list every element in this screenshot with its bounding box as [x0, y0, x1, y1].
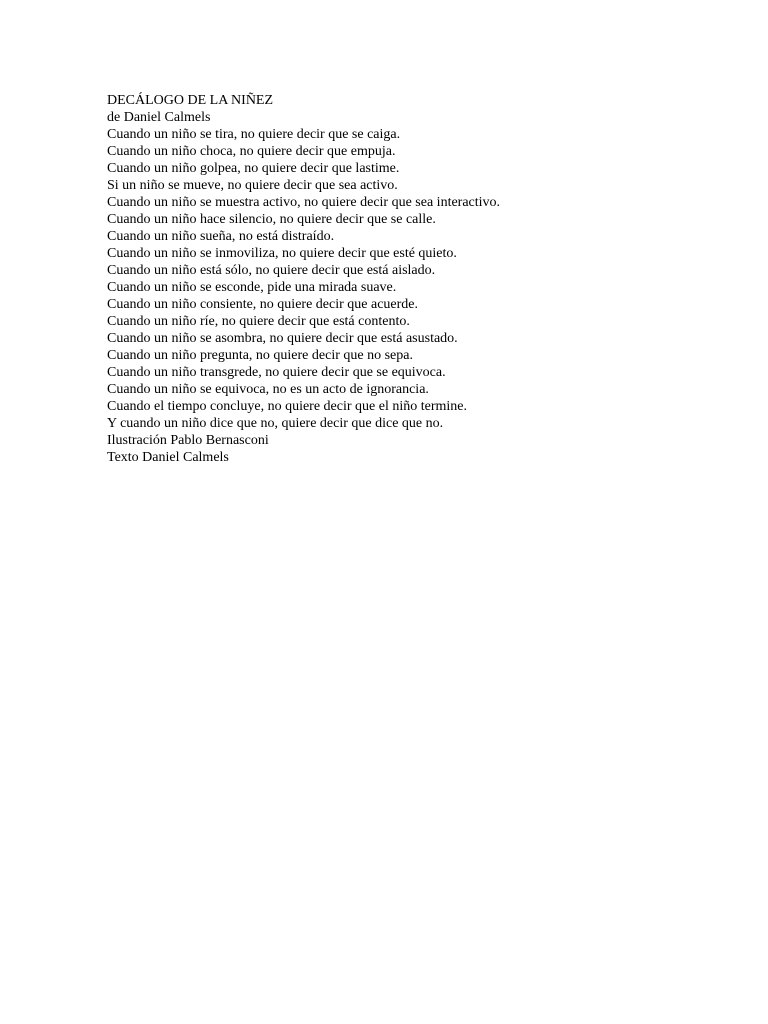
- text-line: Cuando un niño se muestra activo, no quiere decir que sea interactivo.: [107, 195, 501, 210]
- text-line: Cuando un niño sueña, no está distraído.: [107, 229, 335, 244]
- text-line: Cuando un niño se equivoca, no es un acto de ignorancia.: [107, 382, 429, 397]
- text-line: Cuando un niño pregunta, no quiere decir que no sepa.: [107, 348, 413, 363]
- text-line: Cuando un niño transgrede, no quiere decir que se equivoca.: [107, 365, 446, 380]
- text-line: Cuando el tiempo concluye, no quiere decir que el niño termine.: [107, 399, 467, 414]
- text-line: Si un niño se mueve, no quiere decir que sea activo.: [107, 178, 398, 193]
- text-line: Cuando un niño se tira, no quiere decir que se caiga.: [107, 127, 401, 142]
- illustration-credit: Ilustración Pablo Bernasconi: [107, 433, 269, 448]
- text-credit: Texto Daniel Calmels: [107, 450, 229, 465]
- text-line: Cuando un niño está sólo, no quiere decir que está aislado.: [107, 263, 436, 278]
- text-line: Y cuando un niño dice que no, quiere decir que dice que no.: [107, 416, 444, 431]
- author-line: de Daniel Calmels: [107, 110, 211, 125]
- text-line: Cuando un niño se asombra, no quiere decir que está asustado.: [107, 331, 458, 346]
- document-title: DECÁLOGO DE LA NIÑEZ: [107, 93, 274, 108]
- text-line: Cuando un niño choca, no quiere decir que empuja.: [107, 144, 396, 159]
- text-line: Cuando un niño golpea, no quiere decir que lastime.: [107, 161, 400, 176]
- text-line: Cuando un niño se inmoviliza, no quiere decir que esté quieto.: [107, 246, 457, 261]
- text-line: Cuando un niño hace silencio, no quiere decir que se calle.: [107, 212, 436, 227]
- text-line: Cuando un niño consiente, no quiere decir que acuerde.: [107, 297, 419, 312]
- text-line: Cuando un niño ríe, no quiere decir que está contento.: [107, 314, 410, 329]
- text-line: Cuando un niño se esconde, pide una mirada suave.: [107, 280, 397, 295]
- document-text: [107, 92, 707, 466]
